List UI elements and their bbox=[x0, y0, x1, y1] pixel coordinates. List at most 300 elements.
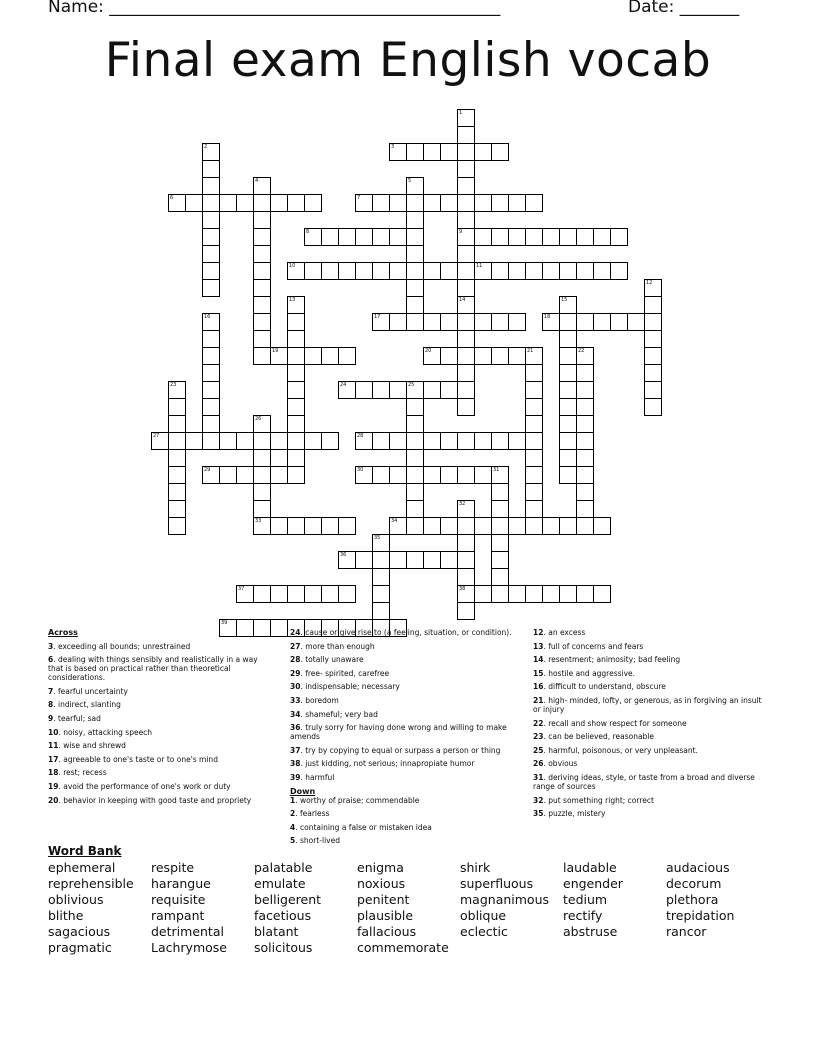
grid-cell[interactable] bbox=[202, 330, 220, 348]
grid-cell[interactable] bbox=[253, 347, 271, 365]
grid-cell[interactable] bbox=[593, 517, 611, 535]
grid-cell[interactable] bbox=[151, 432, 169, 450]
grid-cell[interactable] bbox=[253, 296, 271, 314]
grid-cell[interactable] bbox=[491, 347, 509, 365]
grid-cell[interactable] bbox=[559, 517, 577, 535]
grid-cell[interactable] bbox=[508, 194, 526, 212]
grid-cell[interactable] bbox=[474, 194, 492, 212]
grid-cell[interactable] bbox=[321, 228, 339, 246]
grid-cell[interactable] bbox=[406, 296, 424, 314]
grid-cell[interactable] bbox=[457, 296, 475, 314]
grid-cell[interactable] bbox=[559, 449, 577, 467]
grid-cell[interactable] bbox=[389, 228, 407, 246]
grid-cell[interactable] bbox=[270, 432, 288, 450]
grid-cell[interactable] bbox=[576, 313, 594, 331]
grid-cell[interactable] bbox=[372, 585, 390, 603]
grid-cell[interactable] bbox=[372, 568, 390, 586]
grid-cell[interactable] bbox=[457, 381, 475, 399]
grid-cell[interactable] bbox=[440, 466, 458, 484]
grid-cell[interactable] bbox=[559, 347, 577, 365]
grid-cell[interactable] bbox=[542, 585, 560, 603]
grid-cell[interactable] bbox=[406, 194, 424, 212]
grid-cell[interactable] bbox=[253, 449, 271, 467]
grid-cell[interactable] bbox=[576, 483, 594, 501]
grid-cell[interactable] bbox=[168, 415, 186, 433]
grid-cell[interactable] bbox=[559, 398, 577, 416]
grid-cell[interactable] bbox=[202, 279, 220, 297]
grid-cell[interactable] bbox=[338, 381, 356, 399]
grid-cell[interactable] bbox=[406, 228, 424, 246]
grid-cell[interactable] bbox=[559, 585, 577, 603]
grid-cell[interactable] bbox=[559, 466, 577, 484]
grid-cell[interactable] bbox=[525, 364, 543, 382]
grid-cell[interactable] bbox=[423, 381, 441, 399]
grid-cell[interactable] bbox=[304, 432, 322, 450]
grid-cell[interactable] bbox=[559, 296, 577, 314]
grid-cell[interactable] bbox=[474, 143, 492, 161]
grid-cell[interactable] bbox=[644, 279, 662, 297]
grid-cell[interactable] bbox=[440, 262, 458, 280]
grid-cell[interactable] bbox=[321, 585, 339, 603]
grid-cell[interactable] bbox=[525, 228, 543, 246]
grid-cell[interactable] bbox=[253, 279, 271, 297]
grid-cell[interactable] bbox=[491, 466, 509, 484]
grid-cell[interactable] bbox=[338, 347, 356, 365]
grid-cell[interactable] bbox=[168, 449, 186, 467]
grid-cell[interactable] bbox=[457, 432, 475, 450]
grid-cell[interactable] bbox=[474, 585, 492, 603]
grid-cell[interactable] bbox=[321, 517, 339, 535]
grid-cell[interactable] bbox=[389, 381, 407, 399]
grid-cell[interactable] bbox=[491, 194, 509, 212]
grid-cell[interactable] bbox=[491, 143, 509, 161]
grid-cell[interactable] bbox=[559, 313, 577, 331]
grid-cell[interactable] bbox=[457, 534, 475, 552]
grid-cell[interactable] bbox=[372, 194, 390, 212]
grid-cell[interactable] bbox=[474, 228, 492, 246]
grid-cell[interactable] bbox=[525, 449, 543, 467]
grid-cell[interactable] bbox=[219, 466, 237, 484]
grid-cell[interactable] bbox=[253, 228, 271, 246]
grid-cell[interactable] bbox=[168, 432, 186, 450]
grid-cell[interactable] bbox=[525, 398, 543, 416]
grid-cell[interactable] bbox=[593, 313, 611, 331]
grid-cell[interactable] bbox=[168, 483, 186, 501]
grid-cell[interactable] bbox=[372, 381, 390, 399]
grid-cell[interactable] bbox=[406, 483, 424, 501]
grid-cell[interactable] bbox=[287, 262, 305, 280]
grid-cell[interactable] bbox=[525, 500, 543, 518]
grid-cell[interactable] bbox=[440, 432, 458, 450]
grid-cell[interactable] bbox=[423, 517, 441, 535]
grid-cell[interactable] bbox=[440, 381, 458, 399]
grid-cell[interactable] bbox=[457, 194, 475, 212]
grid-cell[interactable] bbox=[168, 500, 186, 518]
grid-cell[interactable] bbox=[440, 194, 458, 212]
grid-cell[interactable] bbox=[287, 449, 305, 467]
grid-cell[interactable] bbox=[423, 466, 441, 484]
grid-cell[interactable] bbox=[253, 194, 271, 212]
grid-cell[interactable] bbox=[406, 398, 424, 416]
clue-text: exceeding all bounds; unrestrained bbox=[58, 641, 191, 651]
clues-column-1 bbox=[48, 628, 273, 809]
grid-cell[interactable] bbox=[474, 517, 492, 535]
grid-cell[interactable] bbox=[287, 364, 305, 382]
grid-cell[interactable] bbox=[406, 517, 424, 535]
grid-cell[interactable] bbox=[491, 551, 509, 569]
grid-cell[interactable] bbox=[423, 551, 441, 569]
grid-cell[interactable] bbox=[423, 262, 441, 280]
grid-cell[interactable] bbox=[202, 228, 220, 246]
grid-cell[interactable] bbox=[202, 211, 220, 229]
grid-cell[interactable] bbox=[457, 177, 475, 195]
grid-cell[interactable] bbox=[457, 262, 475, 280]
grid-cell[interactable] bbox=[406, 262, 424, 280]
grid-cell[interactable] bbox=[236, 194, 254, 212]
grid-cell[interactable] bbox=[287, 194, 305, 212]
grid-cell[interactable] bbox=[474, 313, 492, 331]
grid-cell[interactable] bbox=[321, 432, 339, 450]
grid-cell[interactable] bbox=[525, 466, 543, 484]
grid-cell[interactable] bbox=[287, 330, 305, 348]
grid-cell[interactable] bbox=[559, 432, 577, 450]
grid-cell[interactable] bbox=[559, 381, 577, 399]
grid-cell[interactable] bbox=[338, 228, 356, 246]
grid-cell[interactable] bbox=[491, 517, 509, 535]
grid-cell[interactable] bbox=[287, 347, 305, 365]
grid-cell[interactable] bbox=[457, 551, 475, 569]
grid-cell[interactable] bbox=[644, 296, 662, 314]
grid-cell[interactable] bbox=[202, 364, 220, 382]
grid-cell[interactable] bbox=[457, 228, 475, 246]
grid-cell[interactable] bbox=[202, 143, 220, 161]
grid-cell[interactable] bbox=[202, 194, 220, 212]
grid-cell[interactable] bbox=[491, 500, 509, 518]
grid-cell[interactable] bbox=[508, 228, 526, 246]
grid-cell[interactable] bbox=[270, 585, 288, 603]
grid-cell[interactable] bbox=[270, 194, 288, 212]
grid-cell[interactable] bbox=[304, 228, 322, 246]
grid-cell[interactable] bbox=[423, 347, 441, 365]
grid-cell[interactable] bbox=[423, 432, 441, 450]
grid-cell[interactable] bbox=[508, 517, 526, 535]
grid-cell[interactable] bbox=[491, 228, 509, 246]
grid-cell[interactable] bbox=[372, 534, 390, 552]
grid-cell[interactable] bbox=[457, 313, 475, 331]
grid-cell[interactable] bbox=[253, 483, 271, 501]
grid-cell[interactable] bbox=[491, 313, 509, 331]
grid-cell[interactable] bbox=[610, 228, 628, 246]
grid-cell[interactable] bbox=[457, 602, 475, 620]
grid-cell[interactable] bbox=[525, 585, 543, 603]
grid-cell[interactable] bbox=[253, 330, 271, 348]
grid-cell[interactable] bbox=[457, 160, 475, 178]
grid-cell[interactable] bbox=[440, 517, 458, 535]
grid-cell[interactable] bbox=[287, 585, 305, 603]
grid-cell[interactable] bbox=[593, 228, 611, 246]
grid-cell[interactable] bbox=[236, 466, 254, 484]
grid-cell[interactable] bbox=[576, 585, 594, 603]
grid-cell[interactable] bbox=[491, 585, 509, 603]
grid-cell[interactable] bbox=[253, 177, 271, 195]
grid-cell[interactable] bbox=[253, 432, 271, 450]
grid-cell[interactable] bbox=[338, 585, 356, 603]
grid-cell[interactable] bbox=[576, 398, 594, 416]
grid-cell[interactable] bbox=[491, 534, 509, 552]
grid-cell[interactable] bbox=[321, 262, 339, 280]
grid-cell[interactable] bbox=[338, 517, 356, 535]
grid-cell[interactable] bbox=[389, 517, 407, 535]
grid-cell[interactable] bbox=[457, 143, 475, 161]
grid-cell[interactable] bbox=[457, 347, 475, 365]
grid-cell[interactable] bbox=[576, 500, 594, 518]
grid-cell[interactable] bbox=[440, 313, 458, 331]
grid-cell[interactable] bbox=[406, 313, 424, 331]
grid-cell[interactable] bbox=[559, 415, 577, 433]
grid-cell[interactable] bbox=[576, 449, 594, 467]
grid-cell[interactable] bbox=[355, 551, 373, 569]
grid-cell[interactable] bbox=[440, 143, 458, 161]
grid-cell[interactable] bbox=[202, 347, 220, 365]
grid-cell[interactable] bbox=[389, 194, 407, 212]
grid-cell[interactable] bbox=[287, 517, 305, 535]
grid-cell[interactable] bbox=[440, 347, 458, 365]
grid-cell[interactable] bbox=[457, 517, 475, 535]
grid-cell[interactable] bbox=[287, 313, 305, 331]
grid-cell[interactable] bbox=[287, 398, 305, 416]
grid-cell[interactable] bbox=[185, 432, 203, 450]
grid-cell[interactable] bbox=[168, 381, 186, 399]
grid-cell[interactable] bbox=[576, 381, 594, 399]
grid-cell[interactable] bbox=[355, 262, 373, 280]
grid-cell[interactable] bbox=[372, 551, 390, 569]
grid-cell[interactable] bbox=[253, 313, 271, 331]
grid-cell[interactable] bbox=[389, 551, 407, 569]
grid-cell[interactable] bbox=[525, 262, 543, 280]
grid-cell[interactable] bbox=[525, 347, 543, 365]
grid-cell[interactable] bbox=[372, 262, 390, 280]
clue-text: put something right; correct bbox=[548, 795, 654, 805]
grid-cell[interactable] bbox=[423, 194, 441, 212]
grid-cell[interactable] bbox=[355, 228, 373, 246]
grid-cell[interactable] bbox=[423, 313, 441, 331]
grid-cell[interactable] bbox=[355, 432, 373, 450]
grid-cell[interactable] bbox=[304, 517, 322, 535]
grid-cell[interactable] bbox=[457, 585, 475, 603]
grid-cell[interactable] bbox=[406, 143, 424, 161]
grid-cell[interactable] bbox=[627, 313, 645, 331]
grid-cell[interactable] bbox=[474, 466, 492, 484]
grid-cell[interactable] bbox=[372, 432, 390, 450]
grid-cell[interactable] bbox=[389, 432, 407, 450]
grid-cell[interactable] bbox=[406, 177, 424, 195]
grid-cell[interactable] bbox=[457, 245, 475, 263]
grid-cell[interactable] bbox=[338, 551, 356, 569]
grid-cell[interactable] bbox=[168, 398, 186, 416]
grid-cell[interactable] bbox=[253, 262, 271, 280]
grid-cell[interactable] bbox=[644, 347, 662, 365]
grid-cell[interactable] bbox=[491, 483, 509, 501]
grid-cell[interactable] bbox=[406, 381, 424, 399]
grid-cell[interactable] bbox=[304, 194, 322, 212]
grid-cell[interactable] bbox=[610, 313, 628, 331]
grid-cell[interactable] bbox=[406, 415, 424, 433]
grid-cell[interactable] bbox=[491, 432, 509, 450]
grid-cell[interactable] bbox=[287, 296, 305, 314]
grid-cell[interactable] bbox=[406, 245, 424, 263]
grid-cell[interactable] bbox=[457, 364, 475, 382]
grid-cell[interactable] bbox=[406, 211, 424, 229]
grid-cell[interactable] bbox=[253, 585, 271, 603]
grid-cell[interactable] bbox=[593, 585, 611, 603]
grid-cell[interactable] bbox=[338, 262, 356, 280]
grid-cell[interactable] bbox=[576, 228, 594, 246]
grid-cell[interactable] bbox=[457, 330, 475, 348]
grid-cell[interactable] bbox=[406, 432, 424, 450]
grid-cell[interactable] bbox=[457, 211, 475, 229]
grid-cell[interactable] bbox=[457, 279, 475, 297]
grid-cell[interactable] bbox=[389, 313, 407, 331]
grid-cell[interactable] bbox=[372, 313, 390, 331]
grid-cell[interactable] bbox=[253, 466, 271, 484]
grid-cell[interactable] bbox=[542, 517, 560, 535]
grid-cell[interactable] bbox=[236, 585, 254, 603]
grid-cell[interactable] bbox=[253, 211, 271, 229]
grid-cell[interactable] bbox=[202, 160, 220, 178]
grid-cell[interactable] bbox=[508, 347, 526, 365]
grid-cell[interactable] bbox=[202, 313, 220, 331]
grid-cell[interactable] bbox=[644, 330, 662, 348]
grid-cell[interactable] bbox=[219, 432, 237, 450]
grid-cell[interactable] bbox=[355, 194, 373, 212]
grid-cell[interactable] bbox=[406, 279, 424, 297]
grid-cell[interactable] bbox=[457, 568, 475, 586]
grid-cell[interactable] bbox=[457, 126, 475, 144]
grid-cell[interactable] bbox=[542, 228, 560, 246]
grid-cell[interactable] bbox=[202, 398, 220, 416]
grid-cell[interactable] bbox=[508, 262, 526, 280]
grid-cell[interactable] bbox=[304, 262, 322, 280]
grid-cell[interactable] bbox=[202, 262, 220, 280]
grid-cell[interactable] bbox=[525, 517, 543, 535]
grid-cell[interactable] bbox=[423, 143, 441, 161]
grid-cell[interactable] bbox=[321, 347, 339, 365]
grid-cell[interactable] bbox=[287, 381, 305, 399]
grid-cell[interactable] bbox=[253, 245, 271, 263]
grid-cell[interactable] bbox=[389, 466, 407, 484]
grid-cell[interactable] bbox=[576, 466, 594, 484]
grid-cell[interactable] bbox=[185, 194, 203, 212]
grid-cell[interactable] bbox=[406, 466, 424, 484]
grid-cell[interactable] bbox=[406, 500, 424, 518]
grid-cell[interactable] bbox=[559, 364, 577, 382]
grid-cell[interactable] bbox=[355, 381, 373, 399]
grid-cell[interactable] bbox=[576, 262, 594, 280]
grid-cell[interactable] bbox=[644, 313, 662, 331]
grid-cell[interactable] bbox=[270, 347, 288, 365]
grid-cell[interactable] bbox=[253, 517, 271, 535]
grid-cell[interactable] bbox=[355, 466, 373, 484]
grid-cell[interactable] bbox=[406, 449, 424, 467]
grid-cell[interactable] bbox=[270, 517, 288, 535]
grid-cell[interactable] bbox=[525, 483, 543, 501]
grid-cell[interactable] bbox=[576, 415, 594, 433]
grid-cell[interactable] bbox=[372, 602, 390, 620]
grid-cell[interactable] bbox=[508, 585, 526, 603]
grid-cell[interactable] bbox=[644, 364, 662, 382]
grid-cell[interactable] bbox=[236, 432, 254, 450]
grid-cell[interactable] bbox=[168, 194, 186, 212]
grid-cell[interactable] bbox=[168, 517, 186, 535]
grid-cell[interactable] bbox=[508, 313, 526, 331]
grid-cell[interactable] bbox=[202, 245, 220, 263]
grid-cell[interactable] bbox=[576, 347, 594, 365]
down-clue: 21. high- minded, lofty, or generous, as in forgiving an insult or injury bbox=[533, 695, 762, 714]
grid-cell[interactable] bbox=[202, 177, 220, 195]
grid-cell[interactable] bbox=[457, 466, 475, 484]
grid-cell[interactable] bbox=[559, 330, 577, 348]
grid-cell[interactable] bbox=[593, 262, 611, 280]
grid-cell[interactable] bbox=[202, 432, 220, 450]
grid-cell[interactable] bbox=[576, 517, 594, 535]
grid-cell[interactable] bbox=[372, 466, 390, 484]
word-bank-item: audacious bbox=[666, 860, 730, 875]
down-clue: 35. puzzle, mistery bbox=[533, 809, 606, 819]
grid-cell[interactable] bbox=[253, 500, 271, 518]
grid-cell[interactable] bbox=[202, 415, 220, 433]
grid-cell[interactable] bbox=[270, 466, 288, 484]
grid-cell[interactable] bbox=[576, 432, 594, 450]
grid-cell[interactable] bbox=[406, 551, 424, 569]
grid-cell[interactable] bbox=[525, 415, 543, 433]
grid-cell[interactable] bbox=[168, 466, 186, 484]
grid-cell[interactable] bbox=[644, 381, 662, 399]
grid-cell[interactable] bbox=[389, 143, 407, 161]
grid-cell[interactable] bbox=[202, 381, 220, 399]
grid-cell[interactable] bbox=[474, 432, 492, 450]
grid-cell[interactable] bbox=[542, 313, 560, 331]
grid-cell[interactable] bbox=[219, 194, 237, 212]
grid-cell[interactable] bbox=[304, 347, 322, 365]
grid-cell[interactable] bbox=[542, 262, 560, 280]
grid-cell[interactable] bbox=[525, 194, 543, 212]
grid-cell[interactable] bbox=[474, 262, 492, 280]
grid-cell[interactable] bbox=[525, 381, 543, 399]
grid-cell[interactable] bbox=[644, 398, 662, 416]
grid-cell[interactable] bbox=[304, 585, 322, 603]
grid-cell[interactable] bbox=[508, 432, 526, 450]
grid-cell[interactable] bbox=[576, 364, 594, 382]
grid-cell[interactable] bbox=[457, 398, 475, 416]
grid-cell[interactable] bbox=[525, 432, 543, 450]
grid-cell[interactable] bbox=[491, 568, 509, 586]
grid-cell[interactable] bbox=[440, 551, 458, 569]
grid-cell[interactable] bbox=[457, 109, 475, 127]
grid-cell[interactable] bbox=[287, 415, 305, 433]
grid-cell[interactable] bbox=[457, 500, 475, 518]
grid-cell[interactable] bbox=[253, 415, 271, 433]
grid-cell[interactable] bbox=[559, 228, 577, 246]
grid-cell[interactable] bbox=[202, 466, 220, 484]
grid-cell[interactable] bbox=[610, 262, 628, 280]
grid-cell[interactable] bbox=[389, 262, 407, 280]
grid-cell[interactable] bbox=[474, 347, 492, 365]
grid-cell[interactable] bbox=[491, 262, 509, 280]
grid-cell[interactable] bbox=[372, 228, 390, 246]
grid-cell[interactable] bbox=[559, 262, 577, 280]
grid-cell[interactable] bbox=[287, 466, 305, 484]
grid-cell[interactable] bbox=[287, 432, 305, 450]
